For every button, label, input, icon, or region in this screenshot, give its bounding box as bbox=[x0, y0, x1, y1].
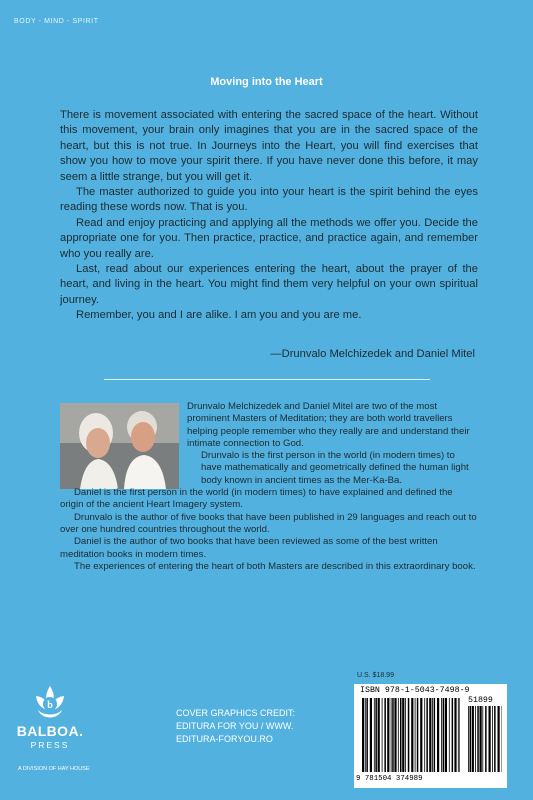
barcode-bar bbox=[480, 706, 482, 772]
barcode-bar bbox=[426, 698, 428, 772]
credit-line: COVER GRAPHICS CREDIT: bbox=[176, 708, 296, 718]
cover-credit bbox=[176, 707, 295, 746]
barcode-bar bbox=[454, 698, 456, 772]
barcode-bar bbox=[424, 698, 425, 772]
barcode-bar bbox=[387, 698, 389, 772]
section-divider bbox=[104, 379, 430, 380]
barcode-bar bbox=[429, 698, 431, 772]
barcode-bar bbox=[452, 698, 454, 772]
barcode-bar bbox=[441, 698, 442, 772]
credit-line: EDITURA FOR YOU / WWW. bbox=[176, 721, 294, 731]
authors-bio bbox=[60, 401, 478, 573]
barcode-bar bbox=[443, 698, 445, 772]
publisher-name: BALBOA. bbox=[16, 723, 84, 739]
category-label: BODY - MIND - SPIRIT bbox=[14, 18, 99, 25]
bio-paragraph: The experiences of entering the heart of both Masters are described in this extraordinary book. bbox=[74, 560, 476, 572]
isbn-barcode bbox=[354, 684, 507, 788]
barcode-bar bbox=[400, 698, 402, 772]
barcode-bar bbox=[449, 698, 450, 772]
barcode-bar bbox=[498, 706, 500, 772]
barcode-bar bbox=[366, 698, 368, 772]
barcode-bar bbox=[378, 698, 380, 772]
barcode-bar bbox=[420, 698, 422, 772]
isbn-text: ISBN 978-1-5043-7498-9 bbox=[360, 686, 470, 695]
bio-paragraph: Drunvalo is the author of five books that have been published in 29 languages and reach out to over one hundred countries throughout the world. bbox=[60, 511, 477, 535]
intro-paragraph: Read and enjoy practicing and applying all the methods we offer you. Decide the appropriate one for you. Then practice, practice, and practice again, and remember who you really are. bbox=[60, 216, 478, 260]
addon-number: 51899 bbox=[468, 696, 493, 705]
barcode-bar bbox=[468, 706, 469, 772]
bio-paragraph: Drunvalo is the first person in the world (in modern times) to have mathematically and geometrically defined the human light body known in ancient times as the Mer-Ka-Ba. bbox=[201, 450, 469, 486]
barcode-bar bbox=[482, 706, 483, 772]
barcode-bar bbox=[477, 706, 479, 772]
barcode-bar bbox=[391, 698, 392, 772]
bio-paragraph: Daniel is the author of two books that have been reviewed as some of the best written meditation books in modern times. bbox=[60, 536, 438, 560]
back-cover-heading: Moving into the Heart bbox=[210, 76, 323, 88]
intro-paragraph: The master authorized to guide you into your heart is the spirit behind the eyes reading these words now. That is you. bbox=[60, 186, 478, 214]
price-label: U.S. $18.99 bbox=[357, 672, 394, 679]
barcode-bar bbox=[472, 706, 474, 772]
barcode-bar bbox=[489, 706, 491, 772]
barcode-bar bbox=[374, 698, 375, 772]
barcode-bar bbox=[417, 698, 419, 772]
barcode-bar bbox=[362, 698, 364, 772]
barcode-bar bbox=[365, 698, 366, 772]
barcode-bar bbox=[458, 698, 459, 772]
barcode-bar bbox=[384, 698, 386, 772]
intro-paragraph: There is movement associated with entering the sacred space of the heart. Without this movement, your brain only imagines that you are in the sacred space of the heart, but this is not true. In Journeys into the Heart, you will find exercises that show you how to move your spirit there. If you have never done this before, it may seem a little strange, but you will get it. bbox=[60, 109, 478, 183]
intro-paragraph: Remember, you and I are alike. I am you and you are me. bbox=[76, 309, 362, 322]
barcode-bar bbox=[485, 706, 487, 772]
barcode-bar bbox=[405, 698, 406, 772]
bio-paragraph: Daniel is the first person in the world (in modern times) to have explained and defined the origin of the ancient Heart Imagery system. bbox=[60, 487, 453, 511]
addon-bars bbox=[468, 706, 502, 772]
publisher-division: A DIVISION OF HAY HOUSE bbox=[18, 766, 90, 772]
barcode-bar bbox=[398, 698, 399, 772]
barcode-bar bbox=[445, 698, 447, 772]
intro-paragraph: Last, read about our experiences entering the heart, about the prayer of the heart, and living in the heart. You might find them very helpful on your own spiritual journey. bbox=[60, 263, 478, 306]
intro-text bbox=[60, 108, 478, 324]
svg-text:b: b bbox=[47, 700, 53, 711]
publisher-press: PRESS bbox=[30, 740, 70, 750]
barcode-bars bbox=[362, 698, 460, 772]
barcode-bar bbox=[415, 698, 416, 772]
barcode-bar bbox=[459, 698, 460, 772]
credit-line: EDITURA-FORYOU.RO bbox=[176, 734, 273, 744]
lotus-icon bbox=[32, 684, 68, 724]
signature: —Drunvalo Melchizedek and Daniel Mitel bbox=[270, 348, 475, 360]
barcode-bar bbox=[475, 706, 476, 772]
barcode-bar bbox=[411, 698, 413, 772]
barcode-digits: 9 781504 374989 bbox=[356, 775, 423, 783]
barcode-bar bbox=[432, 698, 433, 772]
barcode-bar bbox=[382, 698, 383, 772]
bio-paragraph: Drunvalo Melchizedek and Daniel Mitel are two of the most prominent Masters of Meditation; they are both world travellers helping people remember who they really are and understand their intimate connection to God. bbox=[187, 401, 470, 449]
barcode-bar bbox=[494, 706, 496, 772]
barcode-bar bbox=[375, 698, 377, 772]
barcode-bar bbox=[470, 706, 472, 772]
barcode-bar bbox=[370, 698, 372, 772]
barcode-bar bbox=[394, 698, 396, 772]
barcode-bar bbox=[402, 698, 404, 772]
barcode-bar bbox=[437, 698, 439, 772]
barcode-bar bbox=[408, 698, 410, 772]
barcode-bar bbox=[392, 698, 394, 772]
barcode-bar bbox=[492, 706, 493, 772]
barcode-bar bbox=[434, 698, 436, 772]
